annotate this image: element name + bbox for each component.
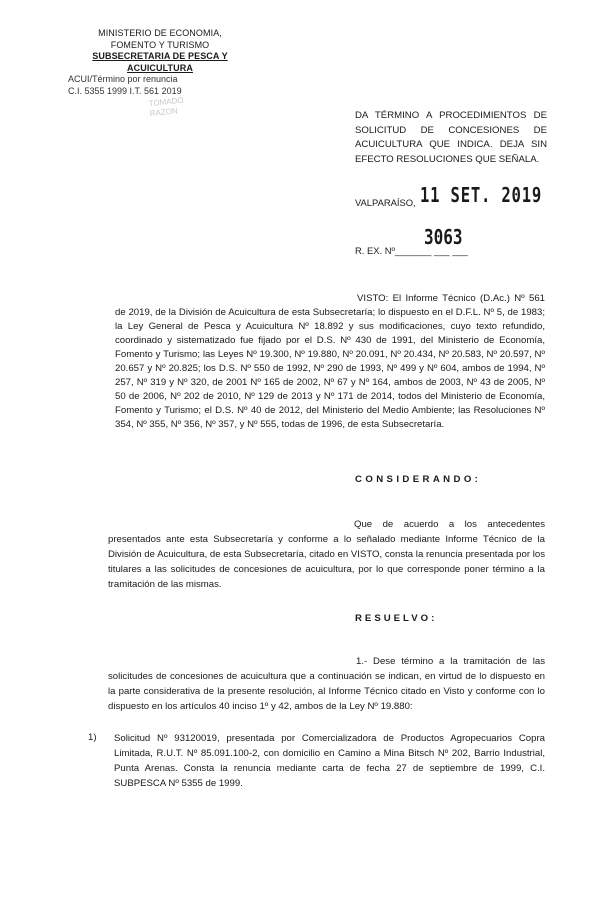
reference-line-2: C.I. 5355 1999 I.T. 561 2019 bbox=[68, 85, 182, 96]
resuelvo-paragraph: 1.- Dese término a la tramitación de las solicitudes de concesiones de acuicultura que a continuación se indican, en virtud de lo dispuesto en la parte considerativa de la presente resolución, al Informe Técnico citado en Visto y conforme con lo dispuesto en los artículos 40 inciso 1º y 42, ambos de la Ley Nº 19.880: bbox=[108, 656, 545, 712]
reference-line-1: ACUI/Término por renuncia bbox=[68, 74, 178, 84]
stamp-line-1: TOMADO bbox=[148, 95, 185, 109]
resolution-number: 3063 bbox=[424, 225, 463, 249]
resolution-summary: DA TÉRMINO A PROCEDIMIENTOS DE SOLICITUD DE CONCESIONES DE ACUICULTURA QUE INDICA. DEJA SIN EFECTO RESOLUCIONES QUE SEÑALA. bbox=[355, 110, 547, 165]
stamp-line-2: RAZON bbox=[149, 106, 179, 119]
list-item bbox=[88, 731, 545, 791]
resolution-number-label: R. EX. Nº_______ ___ ___ bbox=[355, 245, 468, 256]
list-item-text: Solicitud Nº 93120019, presentada por Comercializadora de Productos Agropecuarios Copra Limitada, R.U.T. Nº 85.091.100-2, con domicilio en Camino a Mina Bitsch Nº 202, Barrio Industrial, Punta Arenas. Consta la renuncia mediante carta de fecha 27 de septiembre de 1999, C.I. SUBPESCA Nº 5355 de 1999. bbox=[114, 733, 545, 789]
place-label: VALPARAÍSO, bbox=[355, 197, 416, 208]
ministry-line-1: MINISTERIO DE ECONOMIA, bbox=[98, 28, 222, 38]
list-item-number: 1) bbox=[88, 732, 97, 743]
subsecretaria-line: SUBSECRETARIA DE PESCA Y ACUICULTURA bbox=[92, 51, 228, 73]
considerando-heading: CONSIDERANDO: bbox=[355, 474, 482, 485]
resuelvo-heading: RESUELVO: bbox=[355, 613, 438, 624]
letterhead bbox=[60, 28, 260, 97]
faded-stamp bbox=[148, 93, 211, 135]
date-stamp: 11 SET. 2019 bbox=[420, 183, 543, 207]
considerando-paragraph: Que de acuerdo a los antecedentes presentados ante esta Subsecretaría y conforme a lo señalado mediante Informe Técnico de la División de Acuicultura, de esta Subsecretaría, citado en VISTO, consta la renuncia presentada por los titulares a las solicitudes de concesiones de acuicultura, por lo que corresponde poner término a la tramitación de las mismas. bbox=[108, 519, 545, 590]
visto-paragraph: VISTO: El Informe Técnico (D.Ac.) Nº 561 de 2019, de la División de Acuicultura de esta Subsecretaría; lo dispuesto en el D.F.L. Nº 5, de 1983; la Ley General de Pesca y Acuicultura Nº 18.892 y sus modificaciones, cuyo texto refundido, coordinado y sistematizado fue fijado por el D.S. Nº 430 de 1991, del Ministerio de Economía, Fomento y Turismo; las Leyes Nº 19.300, Nº 19.880, Nº 20.091, Nº 20.434, Nº 20.583, Nº 20.597, Nº 20.657 y Nº 20.825; los D.S. Nº 550 de 1992, Nº 290 de 1993, Nº 499 y Nº 604, ambos de 1994, Nº 257, Nº 319 y Nº 320, de 2001 Nº 165 de 2002, Nº 67 y Nº 164, ambos de 2003, Nº 43 de 2005, Nº 50 de 2006, Nº 202 de 2010, Nº 129 de 2013 y Nº 171 de 2014, todos del Ministerio de Economía, Fomento y Turismo; el D.S. Nº 40 de 2012, del Ministerio del Medio Ambiente; las Resoluciones Nº 354, Nº 355, Nº 356, Nº 357, y Nº 555, todas de 1996, de esta Subsecretaría. bbox=[115, 293, 545, 430]
ministry-line-2: FOMENTO Y TURISMO bbox=[110, 39, 210, 50]
